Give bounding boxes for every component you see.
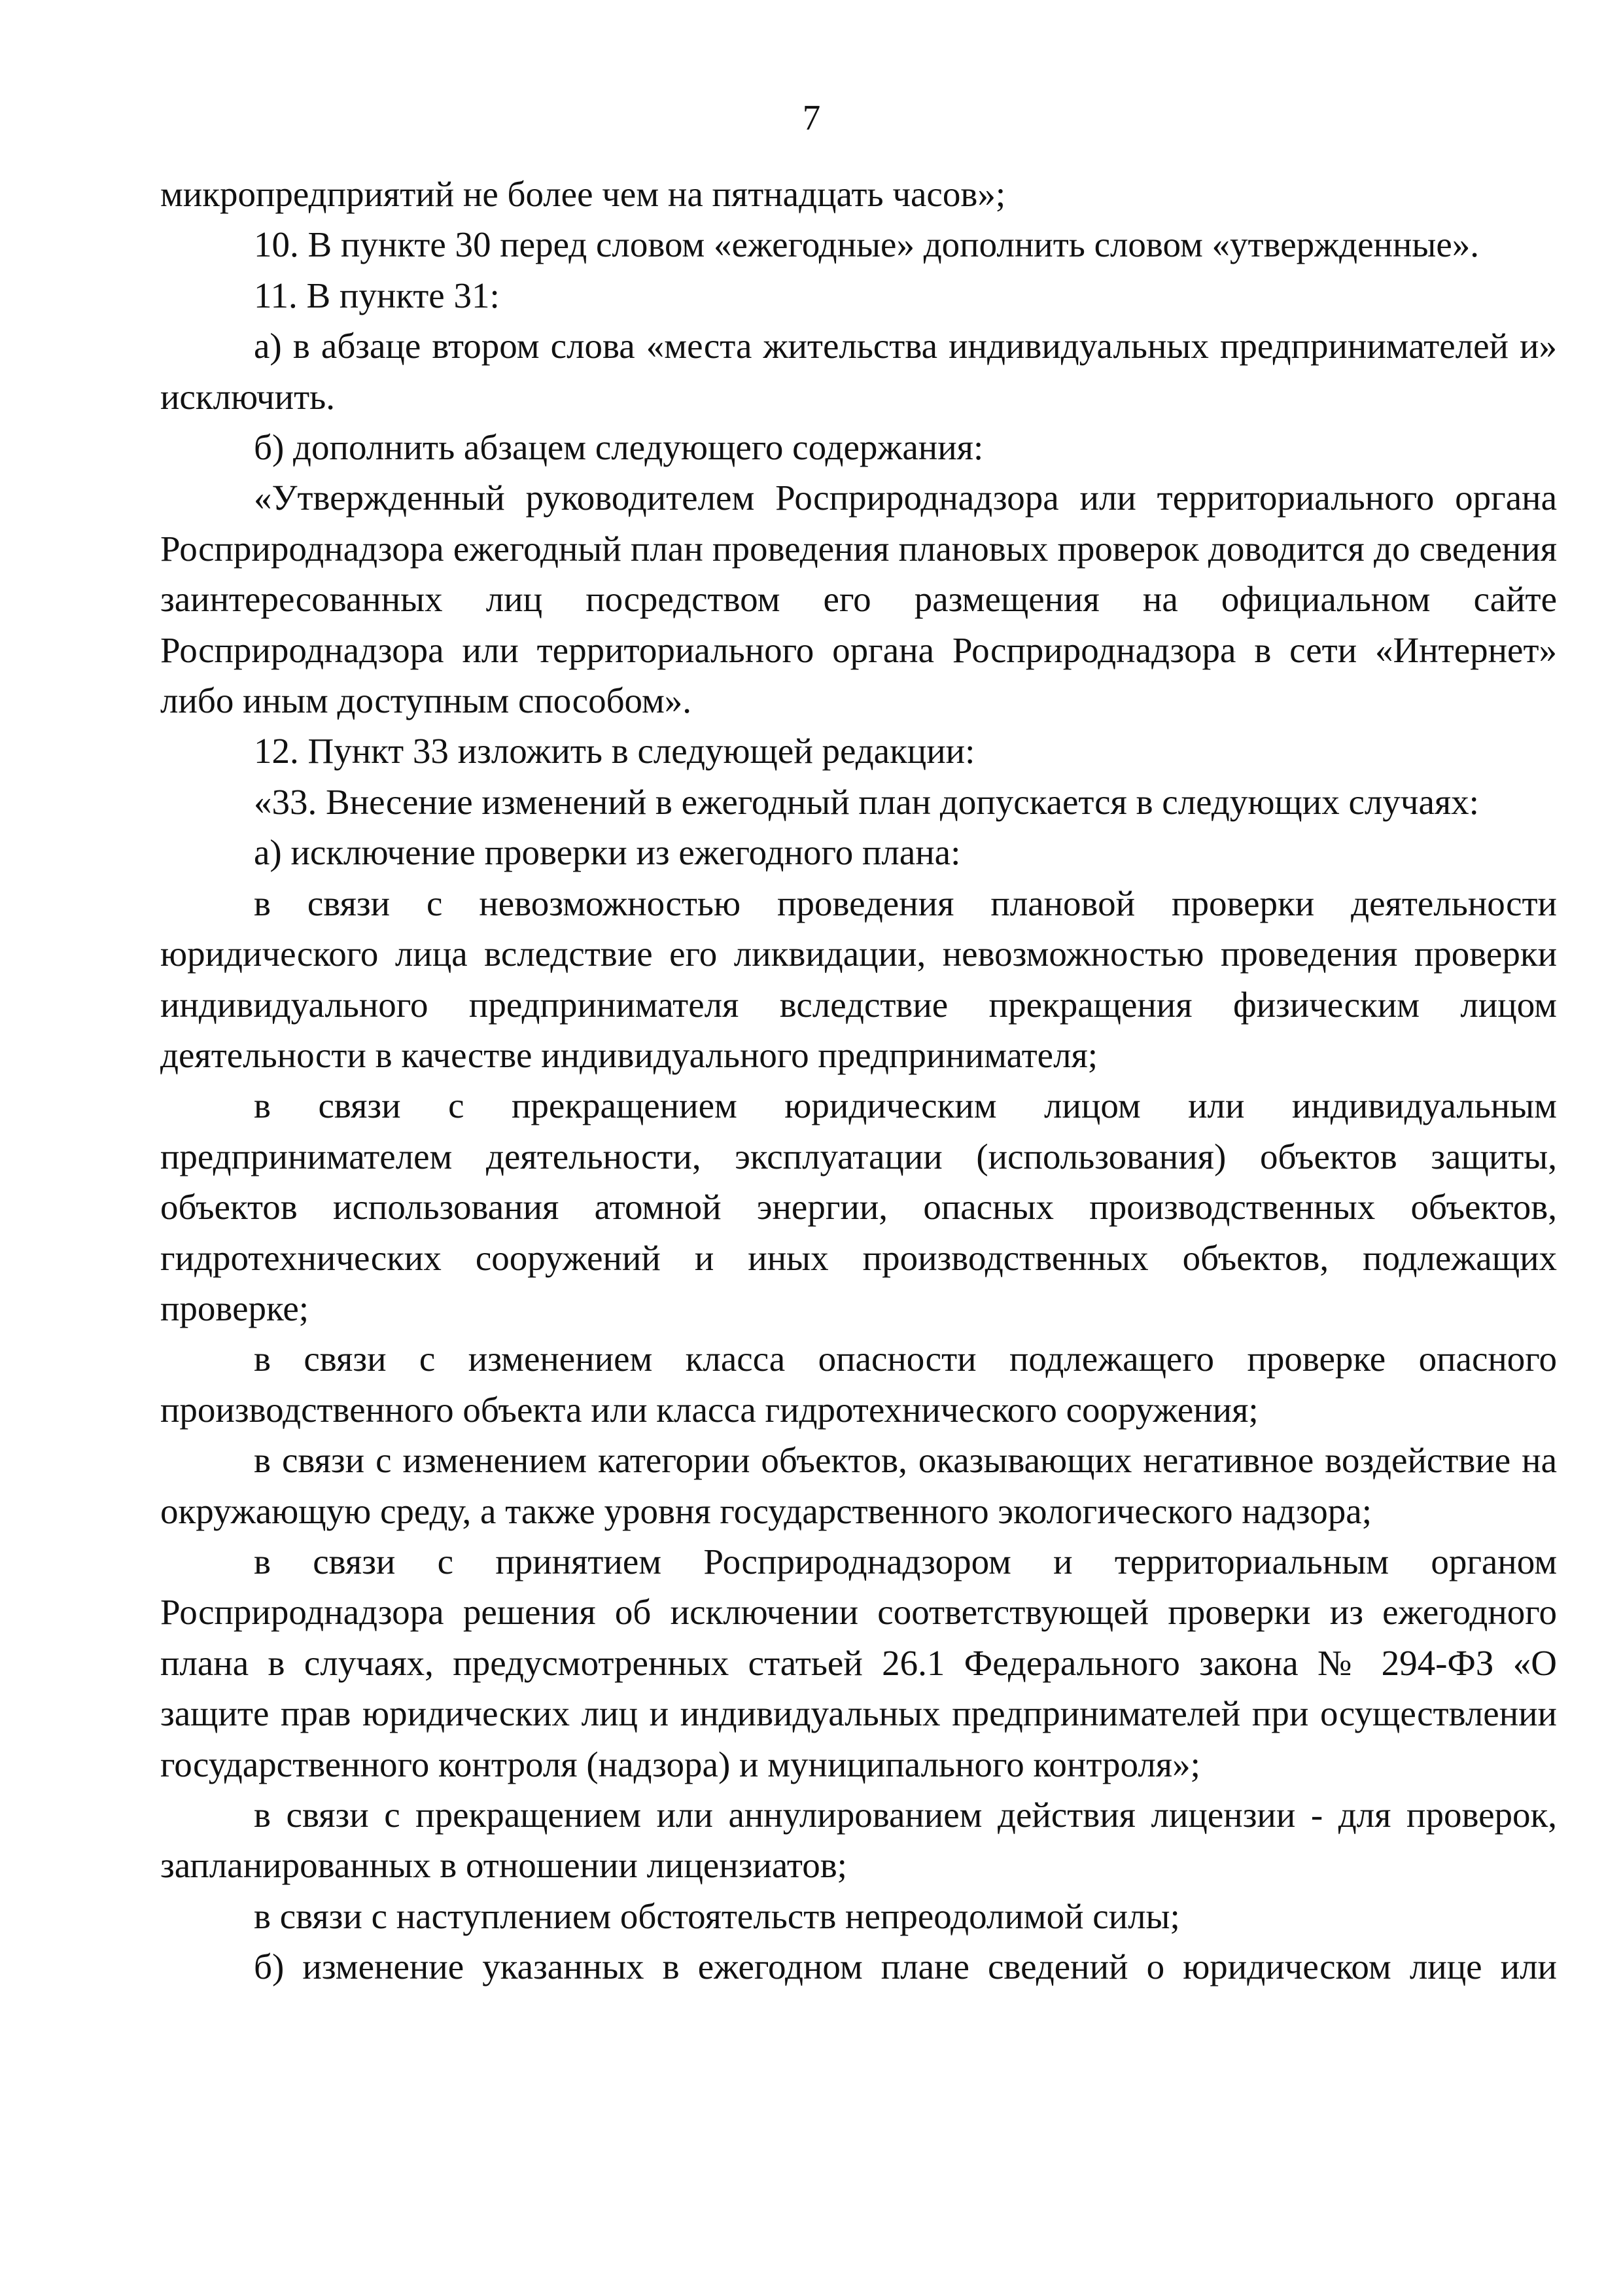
paragraph: а) исключение проверки из ежегодного плана: [254, 832, 961, 873]
paragraph: микропредприятий не более чем на пятнадцать часов»; [160, 174, 1006, 214]
paragraph: 12. Пункт 33 изложить в следующей редакции: [254, 731, 975, 771]
paragraph: б) дополнить абзацем следующего содержания: [254, 427, 984, 468]
paragraph: 10. В пункте 30 перед словом «ежегодные» дополнить словом «утвержденные». [254, 224, 1480, 265]
paragraph: в связи с прекращением юридическим лицом или индивидуальным предпринимателем деятельности, эксплуатации (использования) объектов защиты, объектов использования атомной энергии, опасных производственных объектов, гидротехнических сооружений и иных производственных объектов, подлежащих проверке; [160, 1086, 1557, 1328]
page-number: 7 [802, 97, 821, 137]
paragraph: «33. Внесение изменений в ежегодный план допускается в следующих случаях: [254, 781, 1479, 822]
paragraph: в связи с прекращением или аннулированием действия лицензии - для проверок, запланированных в отношении лицензиатов; [160, 1795, 1557, 1886]
paragraph: в связи с невозможностью проведения плановой проверки деятельности юридического лица вследствие его ликвидации, невозможностью проведения проверки индивидуального предпринимателя вследствие прекращения физическим лицом деятельности в качестве индивидуального предпринимателя; [160, 883, 1557, 1075]
paragraph: «Утвержденный руководителем Росприроднадзора или территориального органа Росприроднадзора ежегодный план проведения плановых проверок доводится до сведения заинтересованных лиц посредством его размещения на официальном сайте Росприроднадзора или территориального органа Росприроднадзора в сети «Интернет» либо иным доступным способом». [160, 478, 1557, 721]
paragraph: в связи с принятием Росприроднадзором и территориальным органом Росприроднадзора решения об исключении соответствующей проверки из ежегодного плана в случаях, предусмотренных статьей 26.1 Федерального закона № 294-ФЗ «О защите прав юридических лиц и индивидуальных предпринимателей при осуществлении государственного контроля (надзора) и муниципального контроля»; [160, 1541, 1557, 1784]
paragraph: в связи с изменением класса опасности подлежащего проверке опасного производственного объекта или класса гидротехнического сооружения; [160, 1339, 1557, 1430]
paragraph: в связи с наступлением обстоятельств непреодолимой силы; [254, 1896, 1180, 1936]
document-body [160, 169, 1557, 1992]
paragraph: 11. В пункте 31: [254, 275, 500, 315]
paragraph: в связи с изменением категории объектов, оказывающих негативное воздействие на окружающую среду, а также уровня государственного экологического надзора; [160, 1440, 1557, 1531]
paragraph: б) изменение указанных в ежегодном плане сведений о юридическом лице или [254, 1947, 1557, 1987]
paragraph: а) в абзаце втором слова «места жительства индивидуальных предпринимателей и» исключить. [160, 326, 1557, 417]
